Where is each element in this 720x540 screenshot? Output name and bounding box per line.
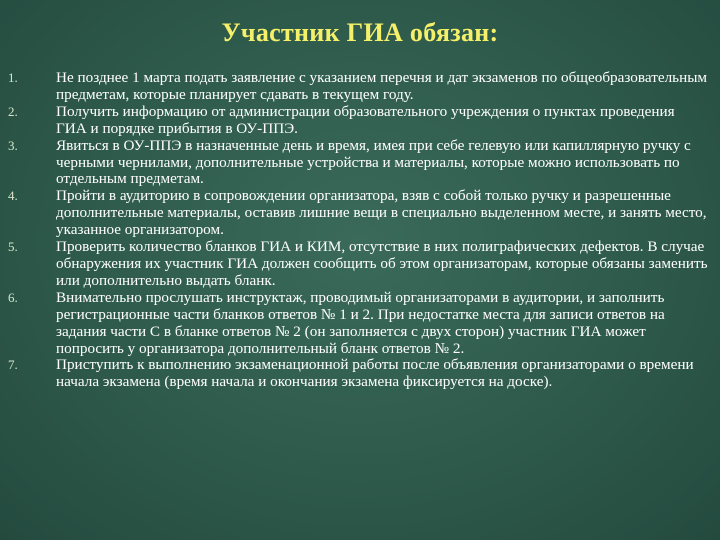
list-item — [8, 104, 708, 138]
obligations-list — [8, 70, 708, 391]
item-text: Проверить количество бланков ГИА и КИМ, отсутствие в них полиграфических дефектов. В случае обнаружения их участник ГИА должен сообщить об этом организаторам, которые обязаны заменить или дополнительно выдать бланк. — [56, 238, 708, 289]
list-item — [8, 138, 708, 189]
item-text: Получить информацию от администрации образовательного учреждения о пунктах проведения ГИА и порядке прибытия в ОУ-ППЭ. — [56, 102, 675, 137]
item-text: Не позднее 1 марта подать заявление с указанием перечня и дат экзаменов по общеобразовательным предметам, которые планирует сдавать в текущем году. — [56, 69, 708, 103]
list-item — [8, 188, 708, 239]
list-item — [8, 357, 708, 391]
item-number: 6. — [8, 289, 18, 305]
item-text: Явиться в ОУ-ППЭ в назначенные день и время, имея при себе гелевую или капиллярную ручку с черными чернилами, дополнительные устройства и материалы, которые можно использовать по отдельным предметам. — [56, 136, 691, 188]
list-item — [8, 290, 708, 358]
item-text: Пройти в аудиторию в сопровождении организатора, взяв с собой только ручку и разрешенные дополнительные материалы, оставив лишние вещи в специально выделенном месте, и занять место, указанное организатором. — [56, 187, 707, 239]
item-number: 2. — [8, 103, 18, 119]
list-item — [8, 239, 708, 290]
item-text: Внимательно прослушать инструктаж, проводимый организаторами в аудитории, и заполнить регистрационные части бланков ответов № 1 и 2. При недостатке места для записи ответов на задания части С в бланке ответов № 2 (он заполняется с двух сторон) участник ГИА может попросить у организатора дополнительный бланк ответов № 2. — [56, 288, 665, 357]
item-number: 5. — [8, 239, 18, 255]
item-number: 1. — [8, 70, 18, 85]
item-text: Приступить к выполнению экзаменационной работы после объявления организаторами о времени начала экзамена (время начала и окончания экзамена фиксируется на доске). — [56, 356, 694, 391]
item-number: 4. — [8, 188, 18, 204]
item-number: 3. — [8, 137, 18, 153]
list-item — [8, 70, 708, 104]
item-number: 7. — [8, 357, 18, 373]
slide-title: Участник ГИА обязан: — [221, 18, 499, 47]
